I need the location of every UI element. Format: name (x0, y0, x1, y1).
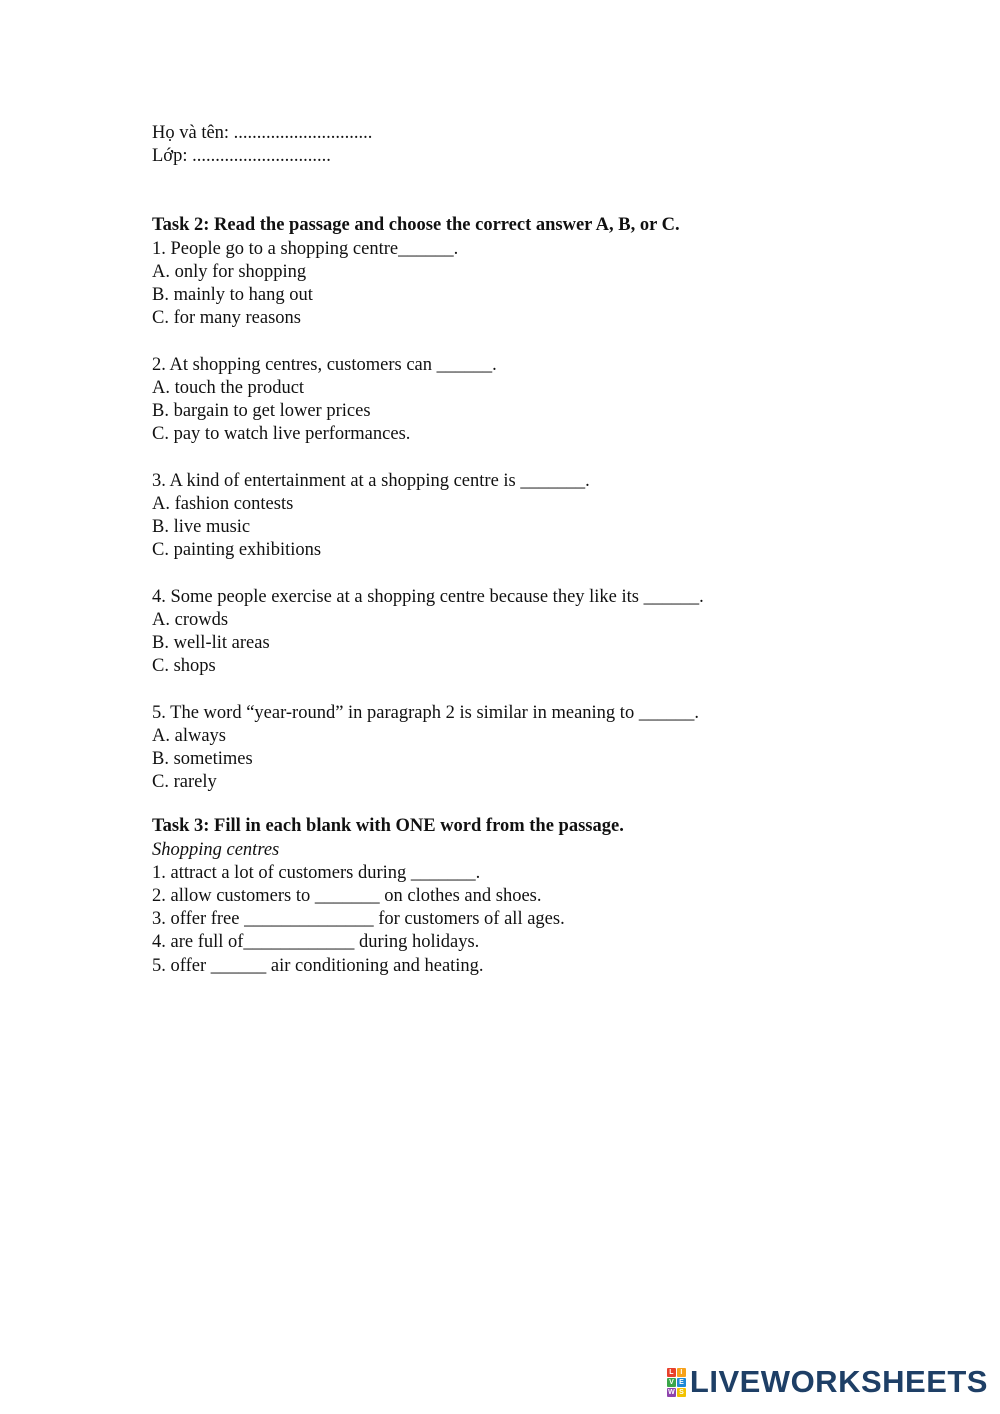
fill-in-item: 2. allow customers to _______ on clothes and shoes. (152, 886, 542, 907)
question-stem: 3. A kind of entertainment at a shopping centre is _______. (152, 470, 590, 491)
question (152, 470, 932, 563)
task3-subtitle: Shopping centres (152, 839, 280, 860)
question-stem: 2. At shopping centres, customers can ______. (152, 354, 497, 375)
answer-option: C. shops (152, 656, 216, 677)
question-stem: 1. People go to a shopping centre______. (152, 238, 459, 259)
answer-option: B. sometimes (152, 749, 253, 770)
question (152, 354, 932, 447)
answer-option: A. always (152, 725, 226, 746)
class-field: Lớp: .............................. (152, 146, 331, 167)
answer-option: B. well-lit areas (152, 633, 270, 654)
question (152, 586, 932, 679)
question-stem: 5. The word “year-round” in paragraph 2 is similar in meaning to ______. (152, 702, 699, 723)
name-field: Họ và tên: .............................. (152, 123, 373, 143)
task3-title: Task 3: Fill in each blank with ONE word from the passage. (152, 816, 624, 837)
task2-title: Task 2: Read the passage and choose the correct answer A, B, or C. (152, 215, 680, 236)
answer-option: A. touch the product (152, 377, 305, 398)
worksheet (152, 122, 932, 978)
answer-option: A. only for shopping (152, 261, 307, 282)
answer-option: C. for many reasons (152, 308, 301, 329)
answer-option: B. mainly to hang out (152, 285, 313, 306)
answer-option: B. live music (152, 517, 251, 538)
liveworksheets-brand (667, 1364, 988, 1400)
answer-option: A. crowds (152, 609, 229, 630)
question-stem: 4. Some people exercise at a shopping centre because they like its ______. (152, 586, 704, 607)
answer-option: C. pay to watch live performances. (152, 424, 411, 445)
fill-in-item: 1. attract a lot of customers during _______. (152, 862, 481, 883)
fill-in-item: 4. are full of____________ during holidays. (152, 932, 480, 953)
answer-option: C. rarely (152, 772, 217, 793)
answer-option: C. painting exhibitions (152, 540, 322, 561)
fill-in-item: 3. offer free ______________ for customers of all ages. (152, 909, 565, 930)
liveworksheets-wordmark: LIVEWORKSHEETS (689, 1364, 988, 1399)
answer-option: B. bargain to get lower prices (152, 401, 371, 422)
answer-option: A. fashion contests (152, 493, 294, 514)
question (152, 238, 932, 331)
fill-in-item: 5. offer ______ air conditioning and heating. (152, 955, 484, 976)
liveworksheets-logo-icon: L I V E W S (667, 1368, 686, 1397)
question (152, 702, 932, 795)
